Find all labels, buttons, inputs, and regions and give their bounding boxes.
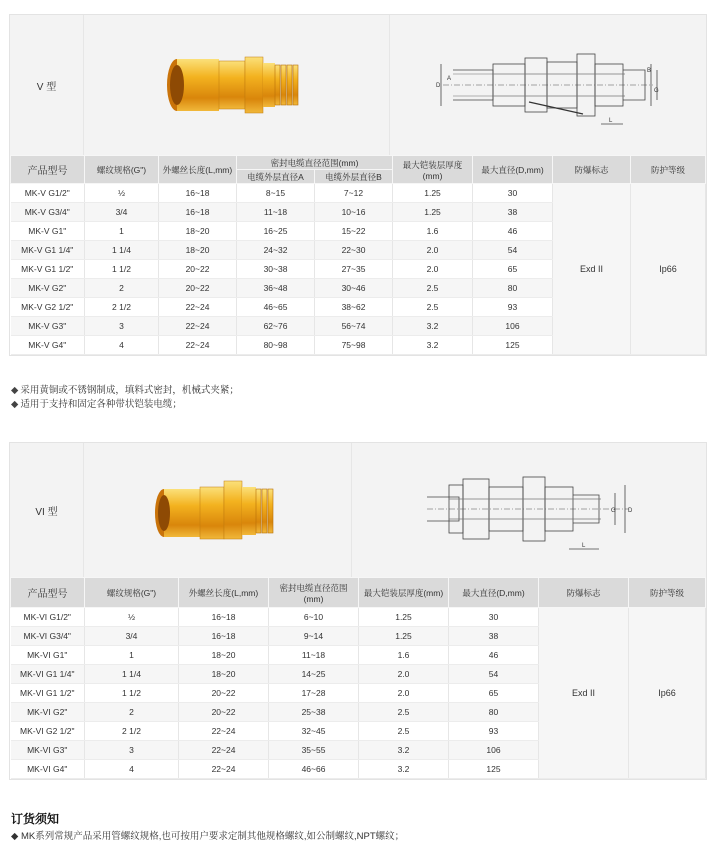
table-cell: 38 bbox=[449, 627, 539, 646]
table-cell: 14~25 bbox=[269, 665, 359, 684]
table-cell: 27~35 bbox=[315, 260, 393, 279]
table-cell: 46 bbox=[449, 646, 539, 665]
table-cell: MK-VI G1 1/4" bbox=[11, 665, 85, 684]
table-cell: 16~25 bbox=[237, 222, 315, 241]
table-cell: 16~18 bbox=[159, 184, 237, 203]
dim-g-label-vi: G bbox=[611, 508, 616, 514]
table-cell: 30 bbox=[473, 184, 553, 203]
table-cell: 3/4 bbox=[85, 203, 159, 222]
table-cell: 2 1/2 bbox=[85, 722, 179, 741]
table-cell: 56~74 bbox=[315, 317, 393, 336]
table-cell: 16~18 bbox=[159, 203, 237, 222]
table-cell: MK-VI G4" bbox=[11, 760, 85, 779]
table-cell: 65 bbox=[473, 260, 553, 279]
table-cell: 2 bbox=[85, 703, 179, 722]
table-cell: 32~45 bbox=[269, 722, 359, 741]
table-cell: 16~18 bbox=[179, 608, 269, 627]
table-cell: 4 bbox=[85, 336, 159, 355]
table-cell: 36~48 bbox=[237, 279, 315, 298]
table-cell: 18~20 bbox=[179, 665, 269, 684]
table-cell: 22~24 bbox=[179, 760, 269, 779]
th-seal-range: 密封电缆直径范围(mm) bbox=[237, 156, 393, 170]
section-v bbox=[9, 14, 707, 356]
table-row bbox=[11, 184, 706, 203]
table-cell: 22~24 bbox=[159, 336, 237, 355]
table-cell: 20~22 bbox=[159, 260, 237, 279]
table-cell: 1.25 bbox=[393, 184, 473, 203]
table-cell: MK-V G1" bbox=[11, 222, 85, 241]
note-item: ◆ 适用于支持和固定各种带状铠装电缆； bbox=[11, 399, 182, 410]
table-cell: 1 bbox=[85, 222, 159, 241]
table-cell: MK-VI G3" bbox=[11, 741, 85, 760]
ex-mark-cell: Exd II bbox=[553, 184, 631, 355]
table-cell: 93 bbox=[449, 722, 539, 741]
table-cell: 62~76 bbox=[237, 317, 315, 336]
spec-table-vi bbox=[10, 577, 706, 779]
table-cell: 9~14 bbox=[269, 627, 359, 646]
th-length: 外螺丝长度(L,mm) bbox=[159, 156, 237, 184]
table-cell: MK-VI G2 1/2" bbox=[11, 722, 85, 741]
table-cell: 11~18 bbox=[237, 203, 315, 222]
table-cell: 30 bbox=[449, 608, 539, 627]
th-armor-vi: 最大铠装层厚度(mm) bbox=[359, 578, 449, 608]
table-cell: 3 bbox=[85, 317, 159, 336]
table-cell: 106 bbox=[473, 317, 553, 336]
table-cell: 11~18 bbox=[269, 646, 359, 665]
table-cell: MK-V G4" bbox=[11, 336, 85, 355]
type-label-v: V 型 bbox=[10, 15, 84, 155]
dim-l-label-v: L bbox=[609, 118, 613, 124]
table-cell: 6~10 bbox=[269, 608, 359, 627]
table-cell: 80~98 bbox=[237, 336, 315, 355]
table-cell: 18~20 bbox=[179, 646, 269, 665]
table-cell: 18~20 bbox=[159, 222, 237, 241]
th-ex-mark: 防爆标志 bbox=[553, 156, 631, 184]
table-cell: 2.0 bbox=[393, 241, 473, 260]
order-title: 订货须知 bbox=[11, 812, 60, 826]
th-ip-vi: 防护等级 bbox=[629, 578, 706, 608]
table-cell: MK-VI G1 1/2" bbox=[11, 684, 85, 703]
table-cell: 1.25 bbox=[359, 608, 449, 627]
table-cell: 3.2 bbox=[393, 317, 473, 336]
table-cell: MK-V G2" bbox=[11, 279, 85, 298]
th-model-vi: 产品型号 bbox=[11, 578, 85, 608]
th-thread-vi: 螺纹规格(G") bbox=[85, 578, 179, 608]
table-cell: ½ bbox=[85, 608, 179, 627]
th-max-d-vi: 最大直径(D,mm) bbox=[449, 578, 539, 608]
table-cell: 2.0 bbox=[359, 684, 449, 703]
table-cell: MK-V G1 1/2" bbox=[11, 260, 85, 279]
table-cell: MK-V G3" bbox=[11, 317, 85, 336]
table-cell: 2.5 bbox=[393, 279, 473, 298]
table-cell: 18~20 bbox=[159, 241, 237, 260]
table-cell: 7~12 bbox=[315, 184, 393, 203]
table-cell: MK-V G3/4" bbox=[11, 203, 85, 222]
table-cell: 2.0 bbox=[359, 665, 449, 684]
notes-v bbox=[11, 384, 239, 412]
th-outer-b: 电缆外层直径B bbox=[315, 170, 393, 184]
table-cell: 16~18 bbox=[179, 627, 269, 646]
dim-g-label-v: G bbox=[654, 88, 659, 94]
table-cell: 1 1/2 bbox=[85, 684, 179, 703]
table-cell: 3/4 bbox=[85, 627, 179, 646]
dim-l-label-vi: L bbox=[582, 543, 586, 549]
th-ip: 防护等级 bbox=[631, 156, 706, 184]
table-cell: 1 1/4 bbox=[85, 665, 179, 684]
table-cell: 30~38 bbox=[237, 260, 315, 279]
table-cell: 25~38 bbox=[269, 703, 359, 722]
table-cell: MK-V G1 1/4" bbox=[11, 241, 85, 260]
table-cell: 93 bbox=[473, 298, 553, 317]
table-cell: 4 bbox=[85, 760, 179, 779]
spec-table-v bbox=[10, 155, 706, 355]
table-cell: 80 bbox=[449, 703, 539, 722]
ip-cell: Ip66 bbox=[629, 608, 706, 779]
table-cell: 20~22 bbox=[179, 703, 269, 722]
th-ex-mark-vi: 防爆标志 bbox=[539, 578, 629, 608]
dim-d-label-v: D bbox=[436, 83, 441, 89]
table-cell: ½ bbox=[85, 184, 159, 203]
table-cell: 22~30 bbox=[315, 241, 393, 260]
table-cell: 3 bbox=[85, 741, 179, 760]
product-photo-vi bbox=[84, 443, 352, 577]
table-cell: 30~46 bbox=[315, 279, 393, 298]
table-cell: 1.6 bbox=[393, 222, 473, 241]
table-cell: 46 bbox=[473, 222, 553, 241]
table-cell: 22~24 bbox=[159, 298, 237, 317]
table-cell: 22~24 bbox=[159, 317, 237, 336]
table-cell: 2 1/2 bbox=[85, 298, 159, 317]
th-model: 产品型号 bbox=[11, 156, 85, 184]
table-cell: MK-VI G1/2" bbox=[11, 608, 85, 627]
table-cell: 22~24 bbox=[179, 741, 269, 760]
table-cell: 20~22 bbox=[159, 279, 237, 298]
th-length-vi: 外螺丝长度(L,mm) bbox=[179, 578, 269, 608]
table-cell: 1.25 bbox=[359, 627, 449, 646]
dim-b-label-v: B bbox=[647, 68, 652, 74]
table-cell: 22~24 bbox=[179, 722, 269, 741]
table-cell: 2 bbox=[85, 279, 159, 298]
technical-drawing-vi bbox=[352, 443, 706, 577]
table-cell: 1.6 bbox=[359, 646, 449, 665]
hero-vi bbox=[10, 443, 706, 577]
dim-d-label-vi: D bbox=[628, 508, 633, 514]
table-cell: 125 bbox=[473, 336, 553, 355]
th-armor: 最大铠装层厚度(mm) bbox=[393, 156, 473, 184]
product-photo-v bbox=[84, 15, 390, 155]
table-cell: MK-VI G3/4" bbox=[11, 627, 85, 646]
table-cell: 17~28 bbox=[269, 684, 359, 703]
table-cell: 1 1/4 bbox=[85, 241, 159, 260]
table-cell: 65 bbox=[449, 684, 539, 703]
th-outer-a: 电缆外层直径A bbox=[237, 170, 315, 184]
table-cell: 2.5 bbox=[359, 722, 449, 741]
type-label-vi: VI 型 bbox=[10, 443, 84, 577]
table-cell: MK-VI G2" bbox=[11, 703, 85, 722]
table-cell: 38~62 bbox=[315, 298, 393, 317]
table-cell: 2.5 bbox=[359, 703, 449, 722]
technical-drawing-v bbox=[390, 15, 706, 155]
table-cell: MK-V G2 1/2" bbox=[11, 298, 85, 317]
table-cell: 20~22 bbox=[179, 684, 269, 703]
table-cell: 75~98 bbox=[315, 336, 393, 355]
table-cell: 2.0 bbox=[393, 260, 473, 279]
table-cell: 38 bbox=[473, 203, 553, 222]
table-cell: 35~55 bbox=[269, 741, 359, 760]
order-text: ◆ MK系列常规产品采用管螺纹规格,也可按用户要求定制其他规格螺纹,如公制螺纹,NPT螺纹； bbox=[11, 831, 405, 842]
ex-mark-cell: Exd II bbox=[539, 608, 629, 779]
table-cell: MK-V G1/2" bbox=[11, 184, 85, 203]
table-cell: 46~65 bbox=[237, 298, 315, 317]
table-cell: 3.2 bbox=[393, 336, 473, 355]
table-cell: 15~22 bbox=[315, 222, 393, 241]
table-cell: MK-VI G1" bbox=[11, 646, 85, 665]
note-item: ◆ 采用黄铜或不锈钢制成，填料式密封，机械式夹紧； bbox=[11, 385, 239, 396]
table-cell: 24~32 bbox=[237, 241, 315, 260]
ip-cell: Ip66 bbox=[631, 184, 706, 355]
table-cell: 1 1/2 bbox=[85, 260, 159, 279]
section-vi bbox=[9, 442, 707, 780]
th-max-d: 最大直径(D,mm) bbox=[473, 156, 553, 184]
table-cell: 80 bbox=[473, 279, 553, 298]
table-cell: 3.2 bbox=[359, 760, 449, 779]
table-cell: 10~16 bbox=[315, 203, 393, 222]
table-cell: 46~66 bbox=[269, 760, 359, 779]
table-row bbox=[11, 608, 706, 627]
dim-a-label-v: A bbox=[447, 76, 452, 82]
table-cell: 106 bbox=[449, 741, 539, 760]
th-seal-range-vi: 密封电缆直径范围(mm) bbox=[269, 578, 359, 608]
table-cell: 3.2 bbox=[359, 741, 449, 760]
table-cell: 2.5 bbox=[393, 298, 473, 317]
table-cell: 8~15 bbox=[237, 184, 315, 203]
table-cell: 54 bbox=[473, 241, 553, 260]
table-cell: 125 bbox=[449, 760, 539, 779]
table-cell: 54 bbox=[449, 665, 539, 684]
table-cell: 1.25 bbox=[393, 203, 473, 222]
hero-v bbox=[10, 15, 706, 155]
table-cell: 1 bbox=[85, 646, 179, 665]
th-thread: 螺纹规格(G") bbox=[85, 156, 159, 184]
